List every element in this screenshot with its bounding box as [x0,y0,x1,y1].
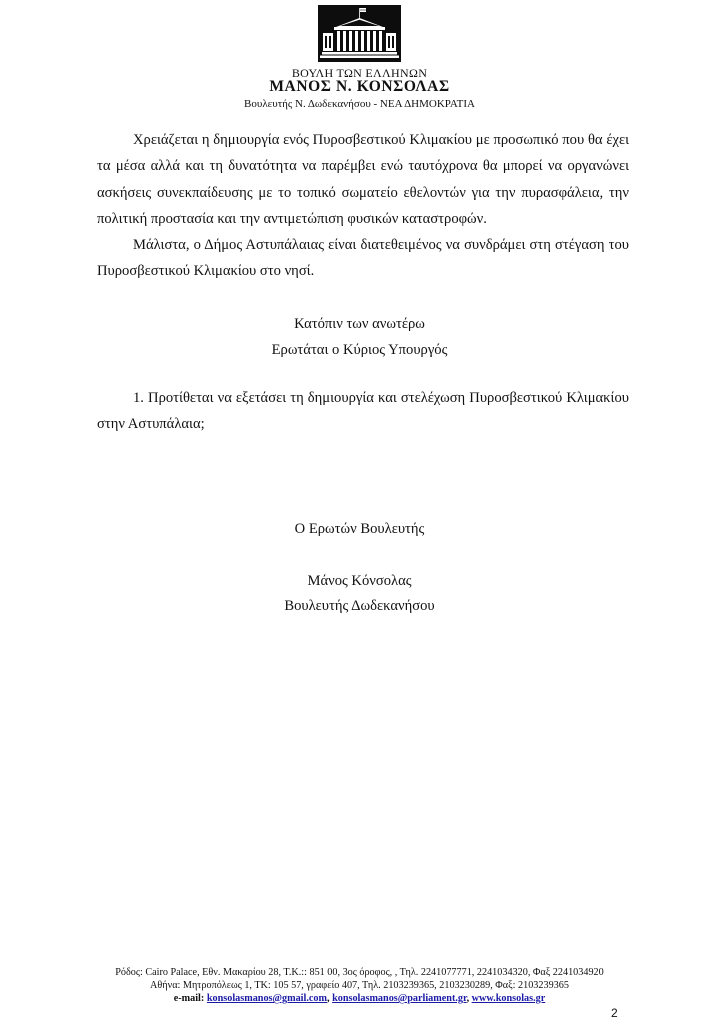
paragraph-1-text: Χρειάζεται η δημιουργία ενός Πυροσβεστικού Κλιμακίου με προσωπικό που θα έχει τα μέσα αλλά και τη δυνατότητα να παρέμβει ενώ ταυτόχρονα θα μπορεί να οργανώνει ασκήσεις συνεκπαίδευσης με το τοπικό σωματείο εθελοντών για την πυρασφάλεια, την πολιτική προστασία και την αντιμετώπιση φυσικών καταστροφών. [97,132,629,227]
question-1: 1. Προτίθεται να εξετάσει τη δημιουργία και στελέχωση Πυροσβεστικού Κλιμακίου στην Αστυπάλαια; [97,390,629,432]
parliament-name: ΒΟΥΛΗ ΤΩΝ ΕΛΛΗΝΩΝ [291,66,428,80]
body-paragraph-2 [97,232,629,285]
signature-role: Βουλευτής Δωδεκανήσου [284,598,435,614]
signature-name: Μάνος Κόνσολας [307,573,412,589]
email-link-parliament[interactable]: konsolasmanos@parliament.gr [332,993,467,1004]
intro-line-1: Κατόπιν των ανωτέρω [294,316,425,332]
website-link[interactable]: www.konsolas.gr [471,993,546,1004]
body-paragraph-1 [97,127,629,232]
mp-role-subheading: Βουλευτής Ν. Δωδεκανήσου - ΝΕΑ ΔΗΜΟΚΡΑΤΙΑ [244,98,475,110]
footer-separator-1: , [326,993,333,1004]
email-link-gmail[interactable]: konsolasmanos@gmail.com [206,993,327,1004]
footer-contact-line [0,992,719,1005]
parliament-logo [318,5,401,62]
mp-name-heading: ΜΑΝΟΣ Ν. ΚΟΝΣΟΛΑΣ [269,78,450,95]
paragraph-2-text: Μάλιστα, ο Δήμος Αστυπάλαιας είναι διατεθειμένος να συνδράμει στη στέγαση του Πυροσβεστικού Κλιμακίου στο νησί. [97,237,629,280]
footer-separator-2: , [466,993,472,1004]
footer-athens-address: Αθήνα: Μητροπόλεως 1, ΤΚ: 105 57, γραφείο 407, Τηλ. 2103239365, 2103230289, Φαξ: 2103239365 [150,980,569,991]
signature-title: Ο Ερωτών Βουλευτής [294,521,425,537]
page-number: 2 [611,1006,618,1020]
footer-rhodes-address: Ρόδος: Cairo Palace, Εθν. Μακαρίου 28, Τ.Κ.:: 851 00, 3ος όροφος, , Τηλ. 2241077771, 2241034320, Φαξ 2241034920 [115,967,604,978]
intro-line-2: Ερωτάται ο Κύριος Υπουργός [271,342,448,358]
email-label: e-mail: [173,993,205,1004]
